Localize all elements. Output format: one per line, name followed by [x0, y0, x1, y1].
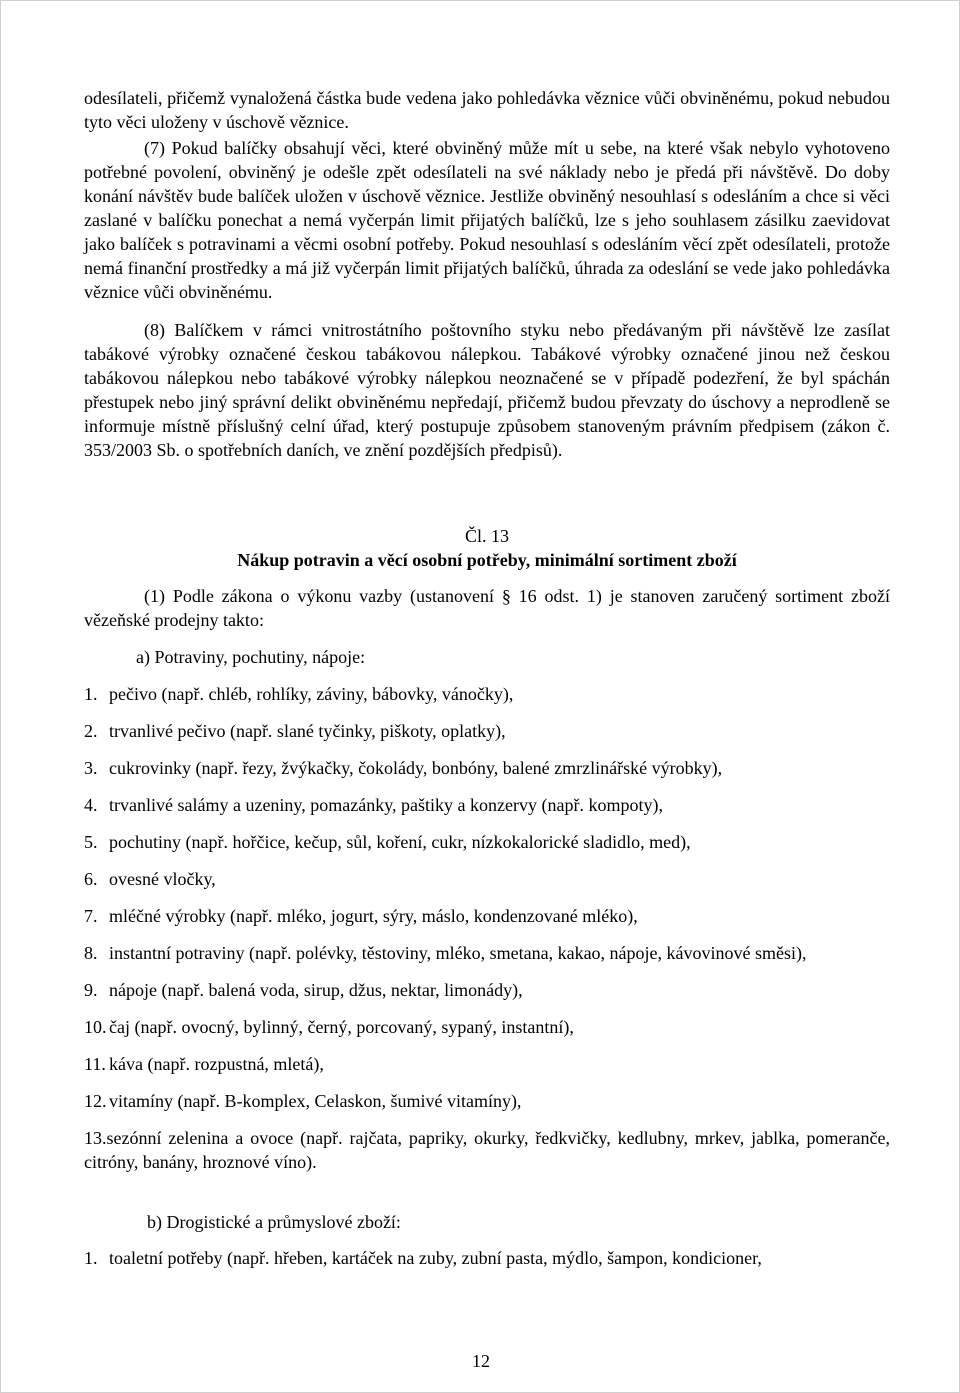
article-number: Čl. 13 [464, 526, 509, 546]
list-item: 1. pečivo (např. chléb, rohlíky, záviny, bábovky, vánočky), [84, 684, 514, 704]
article-title: Nákup potravin a věcí osobní potřeby, minimální sortiment zboží [237, 550, 737, 570]
section-b-list [84, 1246, 890, 1270]
list-item: 2. trvanlivé pečivo (např. slané tyčinky, piškoty, oplatky), [84, 721, 506, 741]
section-a-label: a) Potraviny, pochutiny, nápoje: [136, 647, 366, 667]
list-item: 10. čaj (např. ovocný, bylinný, černý, porcovaný, sypaný, instantní), [84, 1017, 574, 1037]
list-item: 7. mléčné výrobky (např. mléko, jogurt, sýry, máslo, kondenzované mléko), [84, 906, 638, 926]
page-number: 12 [472, 1351, 490, 1371]
document-body [84, 86, 890, 1270]
paragraph-7: (7) Pokud balíčky obsahují věci, které obviněný může mít u sebe, na které však nebylo vyhotoveno potřebné povolení, obviněný je odešle zpět odesílateli na své náklady nebo je předá při návštěvě. Do doby konání návštěv bude balíček uložen v úschově věznice. Jestliže obviněný nesouhlasí s odesláním a chce si věci zaslané v balíčku ponechat a nemá vyčerpán limit přijatých balíčků, lze s jeho souhlasem zásilku zaevidovat jako balíček s potravinami a věcmi osobní potřeby. Pokud nesouhlasí s odesláním věcí zpět odesílateli, protože nemá finanční prostředky a má již vyčerpán limit přijatých balíčků, úhrada za odeslání se vede jako pohledávka věznice vůči obviněnému. [84, 138, 890, 302]
paragraph-8: (8) Balíčkem v rámci vnitrostátního poštovního styku nebo předávaným při návštěvě lze zasílat tabákové výrobky označené českou tabákovou nálepkou. Tabákové výrobky označené jinou než českou tabákovou nálepkou nebo tabákové výrobky nálepkou neoznačené se v případě podezření, že byl spáchán přestupek nebo jiný správní delikt obviněnému nepředají, přičemž budou převzaty do úschovy a neprodleně se informuje místně příslušný celní úřad, který postupuje způsobem stanoveným právním předpisem (zákon č. 353/2003 Sb. o spotřebních daních, ve znění pozdějších předpisů). [84, 320, 890, 460]
list-item: 1. toaletní potřeby (např. hřeben, kartáček na zuby, zubní pasta, mýdlo, šampon, kondicioner, [84, 1248, 762, 1268]
section-a-list [84, 682, 890, 1174]
section-b-label: b) Drogistické a průmyslové zboží: [147, 1212, 401, 1232]
list-item: 3. cukrovinky (např. řezy, žvýkačky, čokolády, bonbóny, balené zmrzlinářské výrobky), [84, 758, 723, 778]
article-intro: (1) Podle zákona o výkonu vazby (ustanovení § 16 odst. 1) je stanoven zaručený sortiment zboží vězeňské prodejny takto: [84, 586, 890, 630]
list-item: 12. vitamíny (např. B-komplex, Celaskon, šumivé vitamíny), [84, 1091, 522, 1111]
list-item: 5. pochutiny (např. hořčice, kečup, sůl, koření, cukr, nízkokalorické sladidlo, med), [84, 832, 691, 852]
list-item: 8. instantní potraviny (např. polévky, těstoviny, mléko, smetana, kakao, nápoje, kávovinové směsi), [84, 943, 807, 963]
list-item: 13.sezónní zelenina a ovoce (např. rajčata, papriky, okurky, ředkvičky, kedlubny, mrkev, jablka, pomeranče, citróny, banány, hroznové víno). [84, 1128, 890, 1172]
list-item: 4. trvanlivé salámy a uzeniny, pomazánky, paštiky a konzervy (např. kompoty), [84, 795, 663, 815]
list-item: 9. nápoje (např. balená voda, sirup, džus, nektar, limonády), [84, 980, 523, 1000]
paragraph-continuation: odesílateli, přičemž vynaložená částka bude vedena jako pohledávka věznice vůči obviněnému, pokud nebudou tyto věci uloženy v úschově věznice. [84, 88, 890, 132]
list-item: 11. káva (např. rozpustná, mletá), [84, 1054, 324, 1074]
list-item: 6. ovesné vločky, [84, 869, 216, 889]
